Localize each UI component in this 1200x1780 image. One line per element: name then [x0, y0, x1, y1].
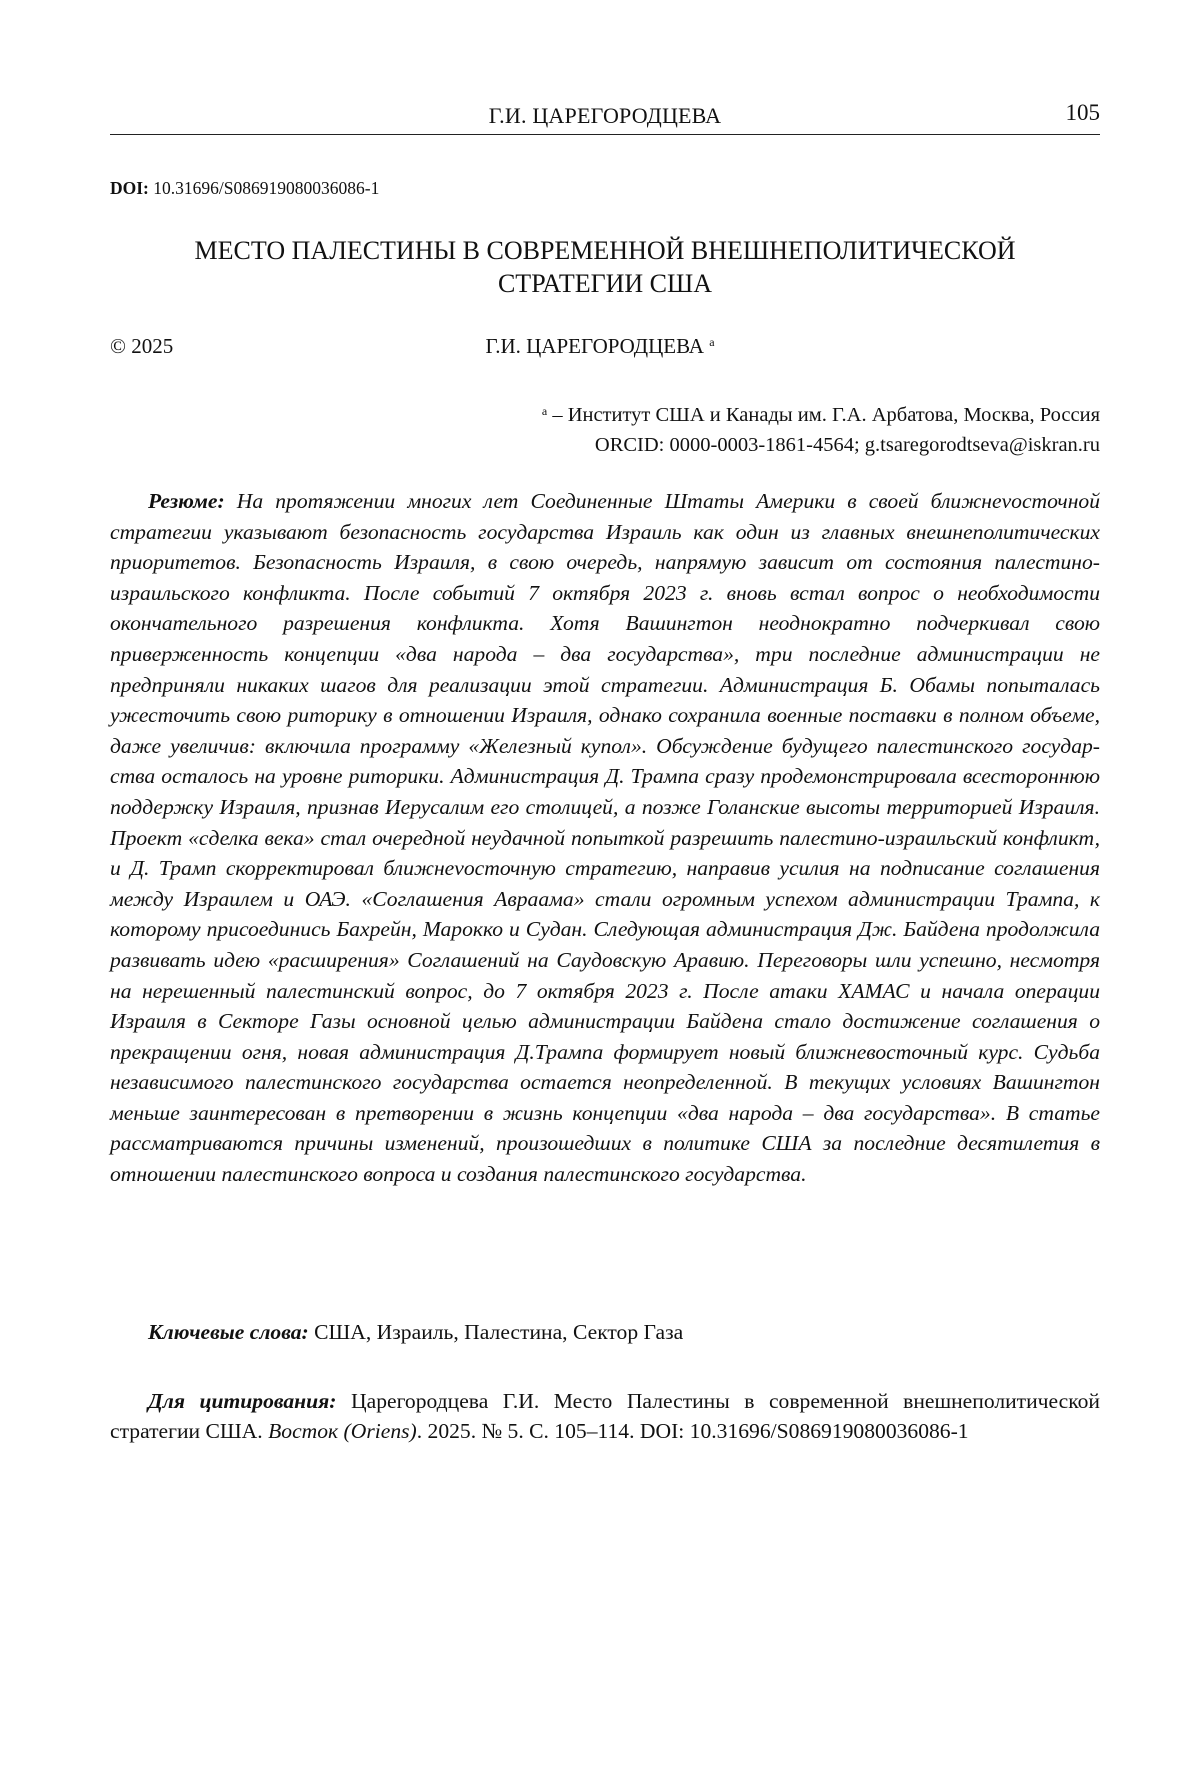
affiliation-institute-text: – Институт США и Канады им. Г.А. Арбатова, Москва, Россия [552, 404, 1100, 426]
keywords-label: Ключевые слова: [148, 1320, 309, 1344]
citation-text-before: Царегородцева Г.И. Место Палестины в современной внешнеполитической стратегии США. [110, 1389, 1100, 1443]
abstract-text: На протяжении многих лет Соединенные Штаты Америки в своей ближнеvосточной стратегии указывают безопасность государства Израиль как один из главных внешнеполитических приоритетов. Безопасность Израиля, в свою очередь, напрямую зависит от состояния палестино-израильского конфликта. После событий 7 октября 2023 г. вновь встал вопрос о необходимости окончательного разрешения конфликта. Хотя Вашингтон неоднократно подчеркивал свою приверженность концепции «два народа – два государства», три последние администрации не предприняли никаких шагов для реализации этой стратегии. Администрация Б. Обамы попыталась ужесточить свою риторику в отношении Израиля, однако сохранила военные поставки в полном объеме, даже увеличив: включила программу «Железный купол». Обсуждение будущего палестинского государства осталось на уровне риторики. Администрация Д. Трампа сразу продемонстрировала всестороннюю поддержку Израиля, признав Иерусалим его столицей, а позже Голанские высоты территорией Израиля. Проект «сделка века» стал очередной неудачной попыткой разрешить палестино-израильский конфликт, и Д. Трамп скорректировал ближнеvосточную стратегию, направив усилия на подписание соглашения между Израилем и ОАЭ. «Соглашения Авраама» стали огромным успехом администрации Трампа, к которому присоединись Бахрейн, Марокко и Судан. Следующая администрация Дж. Байдена продолжила развивать идею «расширения» Соглашений на Саудовскую Аравию. Переговоры шли успешно, несмотря на нерешенный палестинский вопрос, до 7 октября 2023 г. После атаки ХАМАС и начала операции Израиля в Секторе Газы основной целью администрации Байдена стало достижение соглашения о прекращении огня, новая администрация Д.Трампа формирует новый ближневосточный курс. Судьба независимого палестинского государства остается неопределенной. В текущих условиях Вашингтон меньше заинтересован в претворении в жизнь концепции «два народа – два государства». В статье рассматриваются причины изменений, произошедших в политике США за последние десятилетия в отношении палестинского вопроса и создания палестинского государства. [110, 489, 1100, 1187]
copyright: © 2025 [110, 334, 174, 358]
citation-label: Для цитирования: [148, 1389, 337, 1413]
citation [110, 1386, 1100, 1446]
keywords-text: США, Израиль, Палестина, Сектор Газа [314, 1320, 684, 1344]
running-header [110, 100, 1100, 135]
doi-line [110, 178, 379, 199]
abstract-label: Резюме: [148, 489, 225, 513]
author-affiliation-mark: a [709, 335, 715, 349]
running-title: Г.И. ЦАРЕГОРОДЦЕВА [488, 103, 722, 128]
affiliation-institute [300, 396, 1100, 430]
article-title [110, 234, 1100, 300]
doi-value: 10.31696/S086919080036086-1 [153, 178, 380, 198]
citation-text-after: . 2025. № 5. С. 105–114. DOI: 10.31696/​S086919080036086-1 [416, 1419, 969, 1443]
affiliation-mark: a [541, 404, 548, 418]
author-line [0, 334, 1200, 359]
affiliation-block [300, 396, 1100, 460]
affiliation-contacts: ORCID: 0000-0003-1861-4564; g.tsaregorodtseva@iskran.ru [594, 434, 1100, 456]
page-number: 105 [1065, 100, 1100, 125]
abstract [110, 486, 1100, 1190]
citation-journal: Восток (Oriens) [268, 1419, 417, 1443]
keywords [110, 1320, 1100, 1345]
author-name: Г.И. ЦАРЕГОРОДЦЕВА [485, 334, 704, 358]
doi-label: DOI: [110, 178, 149, 198]
article-title-line-2: СТРАТЕГИИ США [497, 269, 713, 298]
article-title-line-1: МЕСТО ПАЛЕСТИНЫ В СОВРЕМЕННОЙ ВНЕШНЕПОЛИТИЧЕСКОЙ [194, 236, 1016, 265]
